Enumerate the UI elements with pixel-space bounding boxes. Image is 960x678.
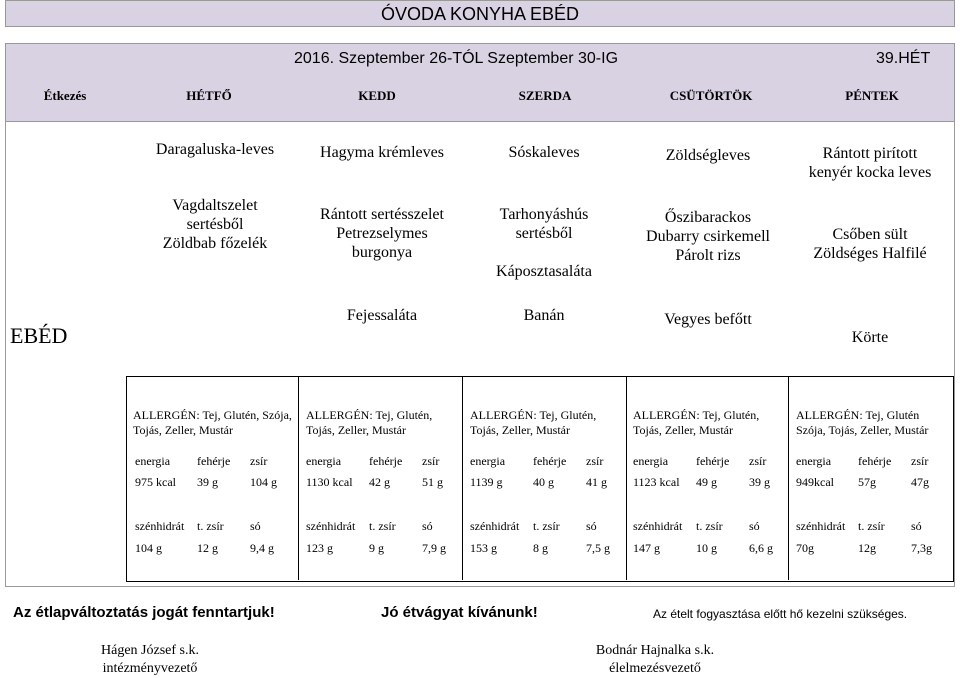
value-so: 7,5 g [586, 541, 610, 555]
header-friday: PÉNTEK [845, 88, 899, 103]
label-zsir: zsír [586, 454, 604, 468]
main-line: Zöldséges Halfilé [813, 245, 927, 262]
allergen-line: ALLERGÉN: Tej, Glutén [796, 408, 920, 422]
soup-wednesday: Sóskaleves [508, 144, 580, 161]
value-feherje: 40 g [533, 475, 554, 489]
soup-friday-line: Rántott pirított [822, 145, 918, 162]
value-zsir: 41 g [586, 475, 607, 489]
main-line: Káposztasaláta [496, 263, 592, 280]
header-monday: HÉTFŐ [186, 88, 232, 103]
label-so: só [586, 519, 597, 533]
value-energia: 1139 g [470, 475, 503, 489]
main-line: sertésből [515, 225, 573, 242]
allergen-line: ALLERGÉN: Tej, Glutén, [633, 408, 760, 422]
header-meal: Étkezés [43, 88, 87, 103]
extra-wednesday: Banán [523, 307, 565, 324]
meal-label: EBÉD [10, 323, 68, 348]
value-feherje: 39 g [197, 475, 218, 489]
allergen-monday [133, 408, 292, 438]
extra-tuesday: Fejessaláta [346, 307, 418, 324]
footer-warning: Az ételt fogyasztása előtt hő kezelni szükséges. [653, 607, 908, 621]
signature-name: Hágen József s.k. [101, 643, 199, 658]
value-energia: 975 kcal [135, 475, 176, 489]
main-wednesday [464, 205, 624, 281]
value-feherje: 42 g [369, 475, 390, 489]
footer-notice: Az étlapváltoztatás jogát fenntartjuk! [13, 604, 275, 621]
allergen-line: Szója, Tojás, Zeller, Mustár [796, 423, 929, 437]
header-tuesday: KEDD [358, 88, 396, 103]
day-header-row [5, 71, 955, 121]
value-zsir: 51 g [422, 475, 443, 489]
allergen-tuesday [306, 408, 432, 438]
signature-role: élelmezésvezető [609, 661, 701, 676]
grid-divider [626, 376, 627, 580]
allergen-line: Tojás, Zeller, Mustár [133, 423, 233, 437]
main-line: Zöldbab főzelék [162, 235, 268, 252]
value-szenhidrat: 104 g [135, 541, 162, 555]
main-line: Csőben sült [832, 226, 908, 243]
signature-role: intézményvezető [102, 661, 198, 676]
grid-divider [462, 376, 463, 580]
label-szenhidrat: szénhidrát [135, 519, 185, 533]
label-feherje: fehérje [696, 454, 730, 468]
value-szenhidrat: 70g [796, 541, 814, 555]
header-wednesday: SZERDA [518, 88, 572, 103]
main-line: Őszibarackos [664, 209, 752, 226]
value-so: 7,9 g [422, 541, 446, 555]
allergen-thursday [633, 408, 759, 438]
header-thursday: CSÜTÖRTÖK [669, 88, 753, 103]
main-friday [790, 225, 950, 263]
signature-kitchen [575, 642, 735, 678]
label-energia: energia [135, 454, 171, 468]
soup-tuesday: Hagyma krémleves [320, 144, 444, 161]
allergen-wednesday [470, 408, 596, 438]
label-tzsir: t. zsír [696, 519, 723, 533]
main-line [464, 243, 624, 262]
value-energia: 1130 kcal [306, 475, 353, 489]
value-tzsir: 9 g [369, 541, 384, 555]
label-zsir: zsír [749, 454, 767, 468]
label-zsir: zsír [250, 454, 268, 468]
label-tzsir: t. zsír [858, 519, 885, 533]
value-zsir: 47g [911, 475, 929, 489]
value-szenhidrat: 147 g [633, 541, 660, 555]
label-energia: energia [633, 454, 669, 468]
main-line: Dubarry csirkemell [646, 228, 770, 245]
value-so: 7,3g [911, 541, 932, 555]
main-monday [130, 196, 300, 253]
label-energia: energia [470, 454, 506, 468]
allergen-line: Tojás, Zeller, Mustár [470, 423, 570, 437]
main-line: Vagdaltszelet [172, 197, 258, 214]
value-energia: 1123 kcal [633, 475, 680, 489]
label-so: só [422, 519, 433, 533]
allergen-friday [796, 408, 928, 438]
value-tzsir: 12 g [197, 541, 218, 555]
allergen-line: Tojás, Zeller, Mustár [633, 423, 733, 437]
extra-thursday: Vegyes befőtt [664, 311, 752, 328]
label-energia: energia [306, 454, 342, 468]
label-so: só [749, 519, 760, 533]
value-szenhidrat: 153 g [470, 541, 497, 555]
label-tzsir: t. zsír [197, 519, 224, 533]
label-szenhidrat: szénhidrát [633, 519, 683, 533]
value-zsir: 39 g [749, 475, 770, 489]
value-energia: 949kcal [796, 475, 834, 489]
label-zsir: zsír [422, 454, 440, 468]
allergen-line: Tojás, Zeller, Mustár [306, 423, 406, 437]
label-feherje: fehérje [533, 454, 567, 468]
label-tzsir: t. zsír [533, 519, 560, 533]
grid-divider [298, 376, 299, 580]
main-line: Rántott sertésszelet [320, 206, 444, 223]
label-szenhidrat: szénhidrát [796, 519, 846, 533]
main-thursday [628, 208, 788, 265]
main-line: sertésből [186, 216, 244, 233]
value-tzsir: 10 g [696, 541, 717, 555]
value-zsir: 104 g [250, 475, 277, 489]
label-zsir: zsír [911, 454, 929, 468]
main-tuesday [300, 205, 464, 262]
value-feherje: 49 g [696, 475, 717, 489]
value-szenhidrat: 123 g [306, 541, 333, 555]
signature-name: Bodnár Hajnalka s.k. [595, 643, 715, 658]
label-energia: energia [796, 454, 832, 468]
footer-greeting: Jó étvágyat kívánunk! [381, 604, 538, 621]
main-line: burgonya [351, 244, 413, 261]
allergen-line: ALLERGÉN: Tej, Glutén, [306, 408, 433, 422]
value-tzsir: 12g [858, 541, 876, 555]
grid-divider [788, 376, 789, 580]
signature-director [80, 642, 220, 678]
date-range: 2016. Szeptember 26-TÓL Szeptember 30-IG [294, 50, 619, 67]
week-number: 39.HÉT [876, 50, 931, 67]
main-line: Tarhonyáshús [499, 206, 589, 223]
page-title: ÓVODA KONYHA EBÉD [5, 0, 955, 27]
label-feherje: fehérje [369, 454, 403, 468]
allergen-line: ALLERGÉN: Tej, Glutén, Szója, [133, 408, 292, 422]
label-feherje: fehérje [858, 454, 892, 468]
label-so: só [911, 519, 922, 533]
soup-monday: Daragaluska-leves [155, 141, 275, 158]
soup-thursday: Zöldségleves [665, 147, 751, 164]
soup-friday-line: kenyér kocka leves [808, 164, 932, 181]
main-line: Párolt rizs [675, 247, 741, 264]
main-line: Petrezselymes [336, 225, 428, 242]
label-tzsir: t. zsír [369, 519, 396, 533]
label-szenhidrat: szénhidrát [306, 519, 356, 533]
label-so: só [250, 519, 261, 533]
value-so: 6,6 g [749, 541, 773, 555]
label-szenhidrat: szénhidrát [470, 519, 520, 533]
soup-friday [790, 144, 950, 182]
week-bar [5, 43, 955, 73]
extra-friday: Körte [851, 329, 889, 346]
value-feherje: 57g [858, 475, 876, 489]
value-so: 9,4 g [250, 541, 274, 555]
value-tzsir: 8 g [533, 541, 548, 555]
label-feherje: fehérje [197, 454, 231, 468]
allergen-line: ALLERGÉN: Tej, Glutén, [470, 408, 597, 422]
